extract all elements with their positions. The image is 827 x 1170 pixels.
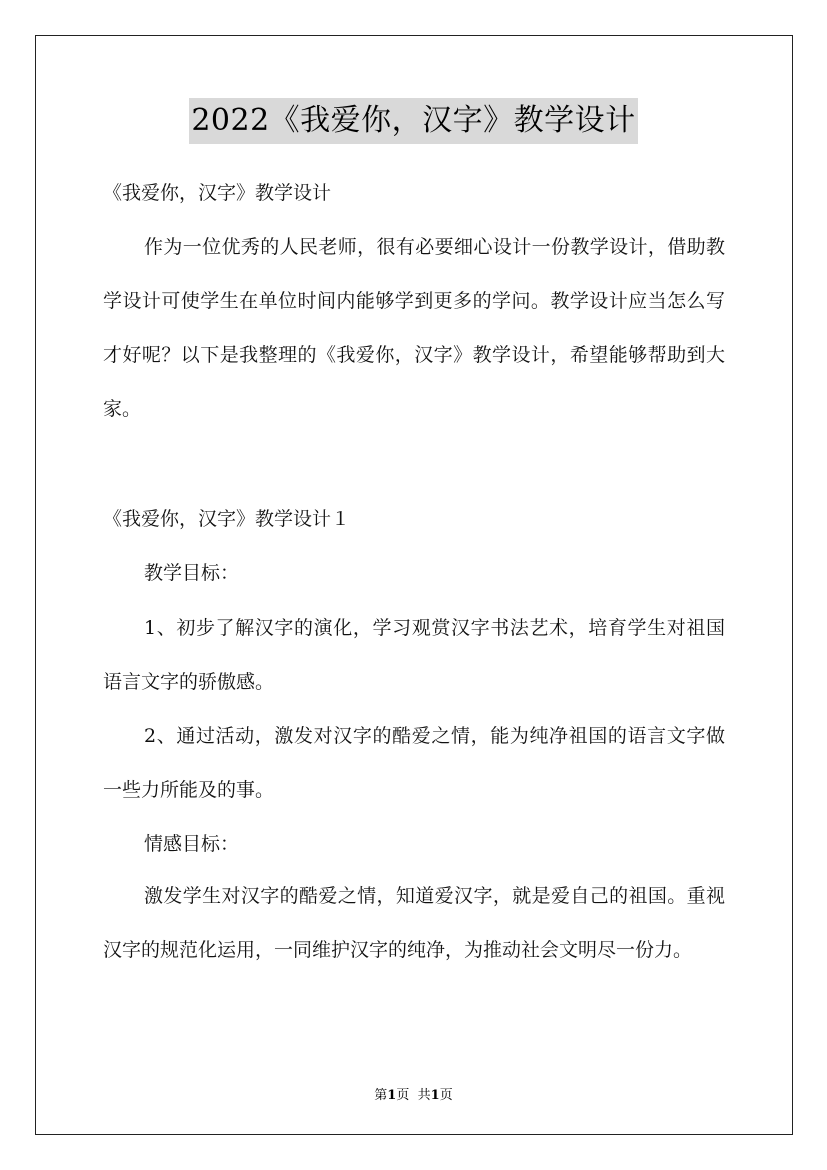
page-prefix: 第 bbox=[374, 1088, 388, 1103]
page-footer bbox=[0, 1084, 827, 1103]
emotion-paragraph: 激发学生对汉字的酷爱之情，知道爱汉字，就是爱自己的祖国。重视汉字的规范化运用，一同维护汉字的纯净，为推动社会文明尽一份力。 bbox=[103, 885, 725, 961]
intro-paragraph: 作为一位优秀的人民老师，很有必要细心设计一份教学设计，借助教学设计可使学生在单位时间内能够学到更多的学问。教学设计应当怎么写才好呢？以下是我整理的《我爱你，汉字》教学设计，希望能够帮助到大家。 bbox=[103, 236, 725, 420]
goal-item-1: 1、初步了解汉字的演化，学习观赏汉字书法艺术，培育学生对祖国语言文字的骄傲感。 bbox=[103, 617, 725, 693]
total-page-number: 1 bbox=[430, 1088, 440, 1103]
current-page-number: 1 bbox=[387, 1088, 397, 1103]
document-subtitle: 《我爱你，汉字》教学设计 bbox=[103, 182, 332, 204]
document-title: 2022《我爱你，汉字》教学设计 bbox=[189, 98, 637, 144]
section-heading: 《我爱你，汉字》教学设计１ bbox=[103, 508, 351, 530]
total-suffix: 页 bbox=[439, 1088, 453, 1103]
total-prefix: 共 bbox=[417, 1088, 431, 1103]
emotion-goals-label: 情感目标： bbox=[144, 833, 240, 855]
goal-item-2: 2、通过活动，激发对汉字的酷爱之情，能为纯净祖国的语言文字做一些力所能及的事。 bbox=[103, 725, 725, 801]
page-suffix: 页 bbox=[396, 1088, 410, 1103]
title-container bbox=[0, 98, 827, 144]
teaching-goals-label: 教学目标： bbox=[144, 562, 240, 584]
